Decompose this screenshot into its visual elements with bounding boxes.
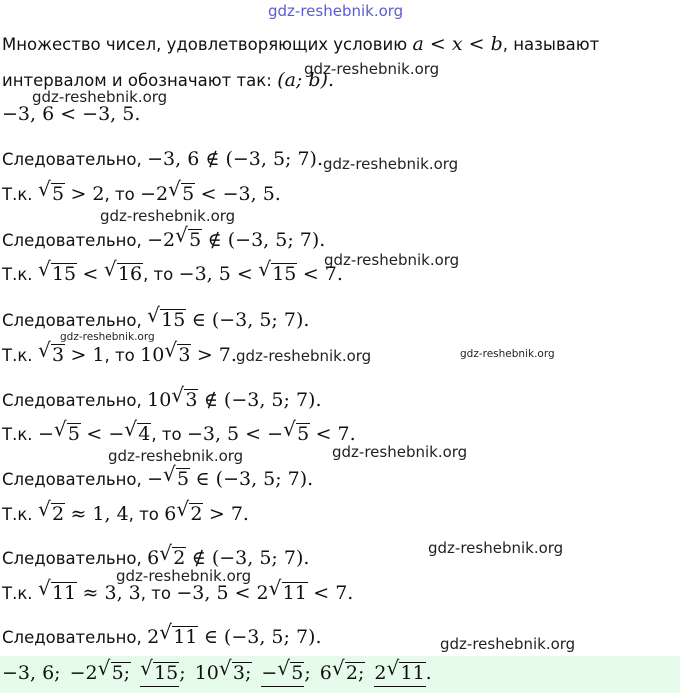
sqrt: √ 3; xyxy=(218,656,252,684)
intro-tail: , называют xyxy=(502,35,600,54)
conclusion-4 xyxy=(2,383,322,413)
sqrt: √ 15 xyxy=(147,303,186,331)
math-expression: ∉ (−3, 5; 7). xyxy=(191,547,310,569)
sqrt: √ 11 xyxy=(37,576,77,604)
watermark: gdz-reshebnik.org xyxy=(323,155,459,173)
sqrt: √ 5 xyxy=(163,462,190,490)
then-label: , то xyxy=(128,505,159,524)
math-expression: < 7. xyxy=(315,423,356,445)
math-expression: ∉ (−3, 5; 7). xyxy=(207,229,326,251)
statement-4 xyxy=(2,338,237,368)
sqrt: √ 2 xyxy=(159,541,186,569)
math-expression: < 7. xyxy=(313,582,354,604)
answer-line xyxy=(2,656,432,687)
comparison-line xyxy=(2,102,140,126)
then-label: , то xyxy=(151,425,182,444)
conclusion-label: Следовательно, xyxy=(2,549,142,568)
then-label: , то xyxy=(143,265,174,284)
conclusion-6 xyxy=(2,541,310,571)
math-expression: ∉ (−3, 5; 7). xyxy=(203,389,322,411)
then-label: , то xyxy=(140,584,171,603)
intro-text: интервалом и обозначают так: xyxy=(2,71,272,90)
sqrt: √ 5; xyxy=(97,656,131,684)
math-expression: > 7. xyxy=(208,503,249,525)
watermark: gdz-reshebnik.org xyxy=(116,567,252,585)
sqrt: √ 5 xyxy=(175,223,202,251)
math-expression: −3, 5 < xyxy=(178,263,253,285)
watermark: gdz-reshebnik.org xyxy=(460,348,555,360)
watermark: gdz-reshebnik.org xyxy=(268,2,404,20)
statement-6 xyxy=(2,497,249,527)
separator: . xyxy=(425,662,432,684)
math-condition: a < x < b xyxy=(412,33,503,55)
conclusion-label: Следовательно, xyxy=(2,628,142,647)
watermark: gdz-reshebnik.org xyxy=(236,347,372,365)
since-label: Т.к. xyxy=(2,346,33,365)
watermark: gdz-reshebnik.org xyxy=(100,207,236,225)
math-expression: 10 xyxy=(140,344,165,366)
watermark: gdz-reshebnik.org xyxy=(60,331,155,343)
math-expression: 6 xyxy=(164,503,177,525)
conclusion-1 xyxy=(2,147,323,172)
answer-item: −3, 6; xyxy=(2,662,61,684)
conclusion-7 xyxy=(2,620,322,650)
sqrt: √ 2; xyxy=(331,656,365,684)
answer-item-underlined: 2 √ 11 xyxy=(374,661,425,687)
separator: ; xyxy=(179,662,186,684)
sqrt: √ 5 xyxy=(53,417,80,445)
separator: ; xyxy=(304,662,311,684)
intro-text: Множество чисел, удовлетворяющих условию xyxy=(2,35,408,54)
math-expression: ∈ (−3, 5; 7). xyxy=(195,468,314,490)
sqrt: √ 11 xyxy=(268,576,307,604)
sqrt: √ 4 xyxy=(124,417,151,445)
conclusion-label: Следовательно, xyxy=(2,470,142,489)
statement-3 xyxy=(2,257,343,287)
answer-item: 10 xyxy=(194,662,219,684)
intro-line-2 xyxy=(2,68,334,93)
math-expression: −2 xyxy=(147,229,176,251)
watermark: gdz-reshebnik.org xyxy=(332,443,468,461)
math-expression: < 7. xyxy=(302,263,343,285)
answer-item: −2 xyxy=(69,662,98,684)
watermark: gdz-reshebnik.org xyxy=(324,251,460,269)
conclusion-label: Следовательно, xyxy=(2,311,142,330)
watermark: gdz-reshebnik.org xyxy=(428,539,564,557)
math-expression: > 1 xyxy=(70,344,105,366)
math-expression: 2 xyxy=(147,626,160,648)
since-label: Т.к. xyxy=(2,584,33,603)
answer-item-underlined: − √ 5 xyxy=(261,661,304,687)
math-expression: 10 xyxy=(147,389,172,411)
intro-line-1 xyxy=(2,32,599,57)
sqrt: √ 11 xyxy=(159,620,198,648)
sqrt: √ 3 xyxy=(164,338,191,366)
conclusion-2 xyxy=(2,223,326,253)
math-expression: −3, 6 ∉ (−3, 5; 7). xyxy=(147,148,324,170)
math-expression: ≈ 1, 4 xyxy=(70,503,129,525)
sqrt: √ 15 xyxy=(258,257,297,285)
answer-item: 6 xyxy=(319,662,332,684)
math-expression: ∈ (−3, 5; 7). xyxy=(203,626,322,648)
sqrt: √ 5 xyxy=(168,177,195,205)
math-expression: −3, 5 < − xyxy=(186,423,284,445)
sqrt: √ 3 xyxy=(37,338,65,366)
math-expression: < −3, 5. xyxy=(200,183,281,205)
math-expression: 6 xyxy=(147,547,160,569)
math-expression: − xyxy=(147,468,164,490)
conclusion-3 xyxy=(2,303,310,333)
sqrt: √ 3 xyxy=(171,383,198,411)
conclusion-label: Следовательно, xyxy=(2,231,142,250)
math-expression: < − xyxy=(86,423,125,445)
math-expression: < xyxy=(82,263,99,285)
since-label: Т.к. xyxy=(2,505,33,524)
math-expression: ∈ (−3, 5; 7). xyxy=(191,309,310,331)
math-expression: −3, 5 < 2 xyxy=(176,582,269,604)
sqrt: √ 5 xyxy=(283,417,310,445)
sqrt: √ 2 xyxy=(176,497,203,525)
watermark: gdz-reshebnik.org xyxy=(32,88,168,106)
conclusion-label: Следовательно, xyxy=(2,391,142,410)
watermark: gdz-reshebnik.org xyxy=(304,60,440,78)
math-expression: > 2 xyxy=(70,183,105,205)
sqrt: √ 2 xyxy=(37,497,65,525)
sqrt: √ 15 xyxy=(37,257,77,285)
conclusion-5 xyxy=(2,462,314,492)
math-interval: (a; b). xyxy=(277,69,334,91)
since-label: Т.к. xyxy=(2,185,33,204)
math-expression: − xyxy=(37,423,54,445)
watermark: gdz-reshebnik.org xyxy=(440,635,576,653)
conclusion-label: Следовательно, xyxy=(2,150,142,169)
since-label: Т.к. xyxy=(2,425,33,444)
math-expression: ≈ 3, 3 xyxy=(82,582,141,604)
sqrt: √ 16 xyxy=(103,257,143,285)
answer-item-underlined: √ 15 xyxy=(140,661,179,687)
watermark: gdz-reshebnik.org xyxy=(108,447,244,465)
statement-2 xyxy=(2,177,281,207)
since-label: Т.к. xyxy=(2,265,33,284)
then-label: , то xyxy=(104,346,135,365)
sqrt: √ 5 xyxy=(37,177,65,205)
math-comparison: −3, 6 < −3, 5. xyxy=(2,103,141,125)
answer-box xyxy=(0,656,680,693)
math-expression: −2 xyxy=(140,183,169,205)
math-expression: > 7. xyxy=(196,344,237,366)
then-label: , то xyxy=(104,185,135,204)
statement-5 xyxy=(2,417,356,447)
